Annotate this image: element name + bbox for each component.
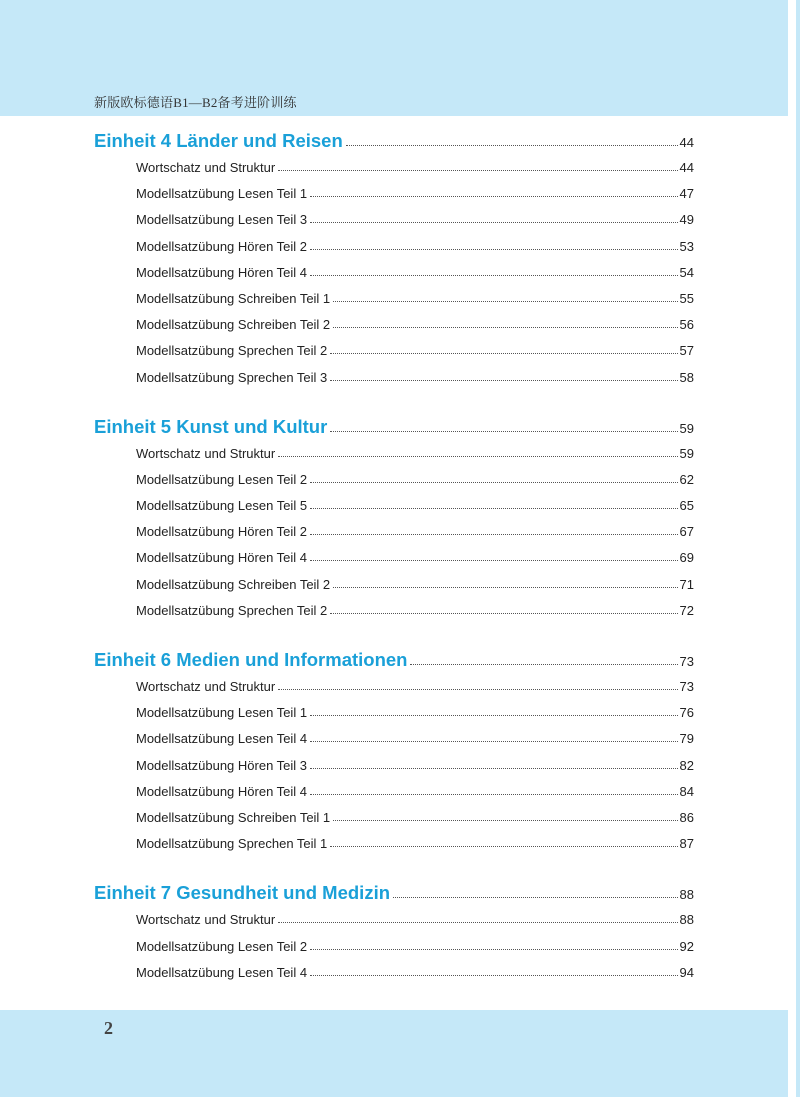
entry-label: Modellsatzübung Hören Teil 4: [136, 550, 308, 566]
dot-leader: [330, 430, 677, 432]
dot-leader: [333, 586, 677, 588]
entry-label: Modellsatzübung Hören Teil 3: [136, 757, 308, 773]
dot-leader: [310, 507, 677, 509]
entry-page-number: 79: [679, 731, 694, 747]
unit-title: Einheit 7 Gesundheit und Medizin: [94, 882, 391, 904]
dot-leader: [393, 896, 678, 898]
entry-label: Modellsatzübung Sprechen Teil 1: [136, 836, 328, 852]
entry-page-number: 57: [679, 343, 694, 359]
entry-label: Modellsatzübung Hören Teil 4: [136, 264, 308, 280]
entry-page-number: 44: [679, 160, 694, 175]
unit-page-number: 44: [679, 135, 694, 150]
entry-page-number: 88: [679, 912, 694, 928]
entry-page-number: 84: [679, 783, 694, 799]
toc-unit: [94, 882, 694, 991]
toc-entry[interactable]: [94, 265, 694, 291]
entry-label: Modellsatzübung Sprechen Teil 2: [136, 343, 328, 359]
entry-label: Modellsatzübung Lesen Teil 5: [136, 498, 308, 514]
page-edge-stripe: [796, 0, 800, 1097]
dot-leader: [330, 845, 677, 847]
toc-entry[interactable]: [94, 343, 694, 369]
unit-heading-row[interactable]: [94, 130, 694, 160]
entry-label: Modellsatzübung Schreiben Teil 2: [136, 317, 331, 333]
entry-page-number: 69: [679, 550, 694, 566]
unit-heading-row[interactable]: [94, 882, 694, 912]
page-edge: [788, 0, 800, 1097]
entry-page-number: 86: [679, 809, 694, 825]
unit-page-number: 59: [679, 420, 694, 436]
entry-label: Modellsatzübung Lesen Teil 4: [136, 731, 308, 747]
dot-leader: [278, 455, 677, 457]
unit-page-number: 88: [679, 887, 694, 903]
entry-label: Modellsatzübung Lesen Teil 1: [136, 186, 308, 202]
book-title: 新版欧标德语B1—B2备考进阶训练: [94, 95, 297, 110]
toc-entry[interactable]: [94, 186, 694, 212]
dot-leader: [310, 481, 677, 483]
toc-entry[interactable]: [94, 912, 694, 938]
toc-entry[interactable]: [94, 731, 694, 757]
entry-page-number: 94: [679, 964, 694, 980]
toc-entry[interactable]: [94, 577, 694, 603]
dot-leader: [278, 169, 677, 171]
dot-leader: [310, 559, 678, 561]
toc-entry[interactable]: [94, 212, 694, 238]
unit-title: Einheit 4 Länder und Reisen: [94, 130, 343, 151]
dot-leader: [330, 612, 677, 614]
entry-label: Wortschatz und Struktur: [136, 160, 276, 175]
entry-page-number: 49: [679, 212, 694, 228]
dot-leader: [310, 948, 677, 950]
toc-entry[interactable]: [94, 603, 694, 629]
toc-entry[interactable]: [94, 965, 694, 991]
entry-page-number: 82: [679, 757, 694, 773]
toc-entry[interactable]: [94, 550, 694, 576]
unit-heading-row[interactable]: [94, 649, 694, 679]
dot-leader: [310, 740, 677, 742]
entry-page-number: 56: [679, 317, 694, 333]
toc-entry[interactable]: [94, 679, 694, 705]
entry-page-number: 72: [679, 602, 694, 618]
dot-leader: [310, 533, 678, 535]
unit-title: Einheit 6 Medien und Informationen: [94, 649, 408, 670]
entry-label: Wortschatz und Struktur: [136, 679, 276, 694]
entry-label: Modellsatzübung Schreiben Teil 2: [136, 576, 331, 592]
entry-page-number: 53: [679, 238, 694, 254]
entry-label: Modellsatzübung Sprechen Teil 3: [136, 369, 328, 385]
toc-entry[interactable]: [94, 836, 694, 862]
dot-leader: [310, 248, 678, 250]
dot-leader: [310, 221, 677, 223]
toc-entry[interactable]: [94, 498, 694, 524]
toc-entry[interactable]: [94, 160, 694, 186]
dot-leader: [310, 195, 677, 197]
entry-page-number: 47: [679, 186, 694, 202]
entry-page-number: 76: [679, 705, 694, 721]
dot-leader: [310, 714, 677, 716]
toc-entry[interactable]: [94, 446, 694, 472]
entry-page-number: 59: [679, 445, 694, 461]
toc-entry[interactable]: [94, 370, 694, 396]
toc-entry[interactable]: [94, 758, 694, 784]
footer-band: [0, 1010, 788, 1097]
entry-label: Modellsatzübung Lesen Teil 4: [136, 964, 308, 980]
toc-entry[interactable]: [94, 317, 694, 343]
toc-entry[interactable]: [94, 784, 694, 810]
entry-page-number: 65: [679, 498, 694, 514]
entry-label: Modellsatzübung Sprechen Teil 2: [136, 602, 328, 618]
entry-label: Modellsatzübung Lesen Teil 2: [136, 938, 308, 954]
toc-entry[interactable]: [94, 239, 694, 265]
entry-page-number: 71: [679, 576, 694, 592]
entry-page-number: 87: [679, 836, 694, 852]
dot-leader: [310, 793, 678, 795]
dot-leader: [410, 663, 677, 665]
unit-title: Einheit 5 Kunst und Kultur: [94, 415, 328, 437]
entry-page-number: 54: [679, 264, 694, 280]
toc-entry[interactable]: [94, 472, 694, 498]
toc-entry[interactable]: [94, 705, 694, 731]
entry-label: Modellsatzübung Schreiben Teil 1: [136, 290, 331, 306]
unit-heading-row[interactable]: [94, 416, 694, 446]
dot-leader: [310, 274, 678, 276]
toc-entry[interactable]: [94, 524, 694, 550]
unit-page-number: 73: [679, 654, 694, 669]
entry-label: Modellsatzübung Hören Teil 2: [136, 238, 308, 254]
entry-label: Modellsatzübung Hören Teil 2: [136, 524, 308, 540]
dot-leader: [333, 300, 677, 302]
table-of-contents: [94, 130, 694, 1011]
toc-entry[interactable]: [94, 810, 694, 836]
dot-leader: [310, 974, 677, 976]
entry-page-number: 67: [679, 524, 694, 540]
dot-leader: [330, 352, 677, 354]
entry-label: Modellsatzübung Lesen Teil 1: [136, 705, 308, 721]
entry-label: Modellsatzübung Hören Teil 4: [136, 783, 308, 799]
entry-page-number: 92: [679, 938, 694, 954]
toc-unit: [94, 649, 694, 862]
page-number: 2: [104, 1018, 113, 1038]
entry-label: Modellsatzübung Lesen Teil 2: [136, 471, 308, 487]
entry-label: Wortschatz und Struktur: [136, 445, 276, 461]
entry-page-number: 62: [679, 471, 694, 487]
entry-label: Modellsatzübung Lesen Teil 3: [136, 212, 308, 228]
dot-leader: [278, 688, 677, 690]
entry-label: Wortschatz und Struktur: [136, 912, 276, 928]
dot-leader: [346, 144, 678, 146]
toc-unit: [94, 416, 694, 629]
toc-entry[interactable]: [94, 939, 694, 965]
entry-page-number: 58: [679, 369, 694, 385]
dot-leader: [310, 767, 678, 769]
entry-page-number: 55: [679, 290, 694, 306]
dot-leader: [333, 819, 677, 821]
toc-entry[interactable]: [94, 291, 694, 317]
entry-page-number: 73: [679, 679, 694, 694]
entry-label: Modellsatzübung Schreiben Teil 1: [136, 809, 331, 825]
dot-leader: [333, 326, 677, 328]
dot-leader: [278, 921, 677, 923]
dot-leader: [330, 379, 677, 381]
toc-unit: [94, 130, 694, 396]
